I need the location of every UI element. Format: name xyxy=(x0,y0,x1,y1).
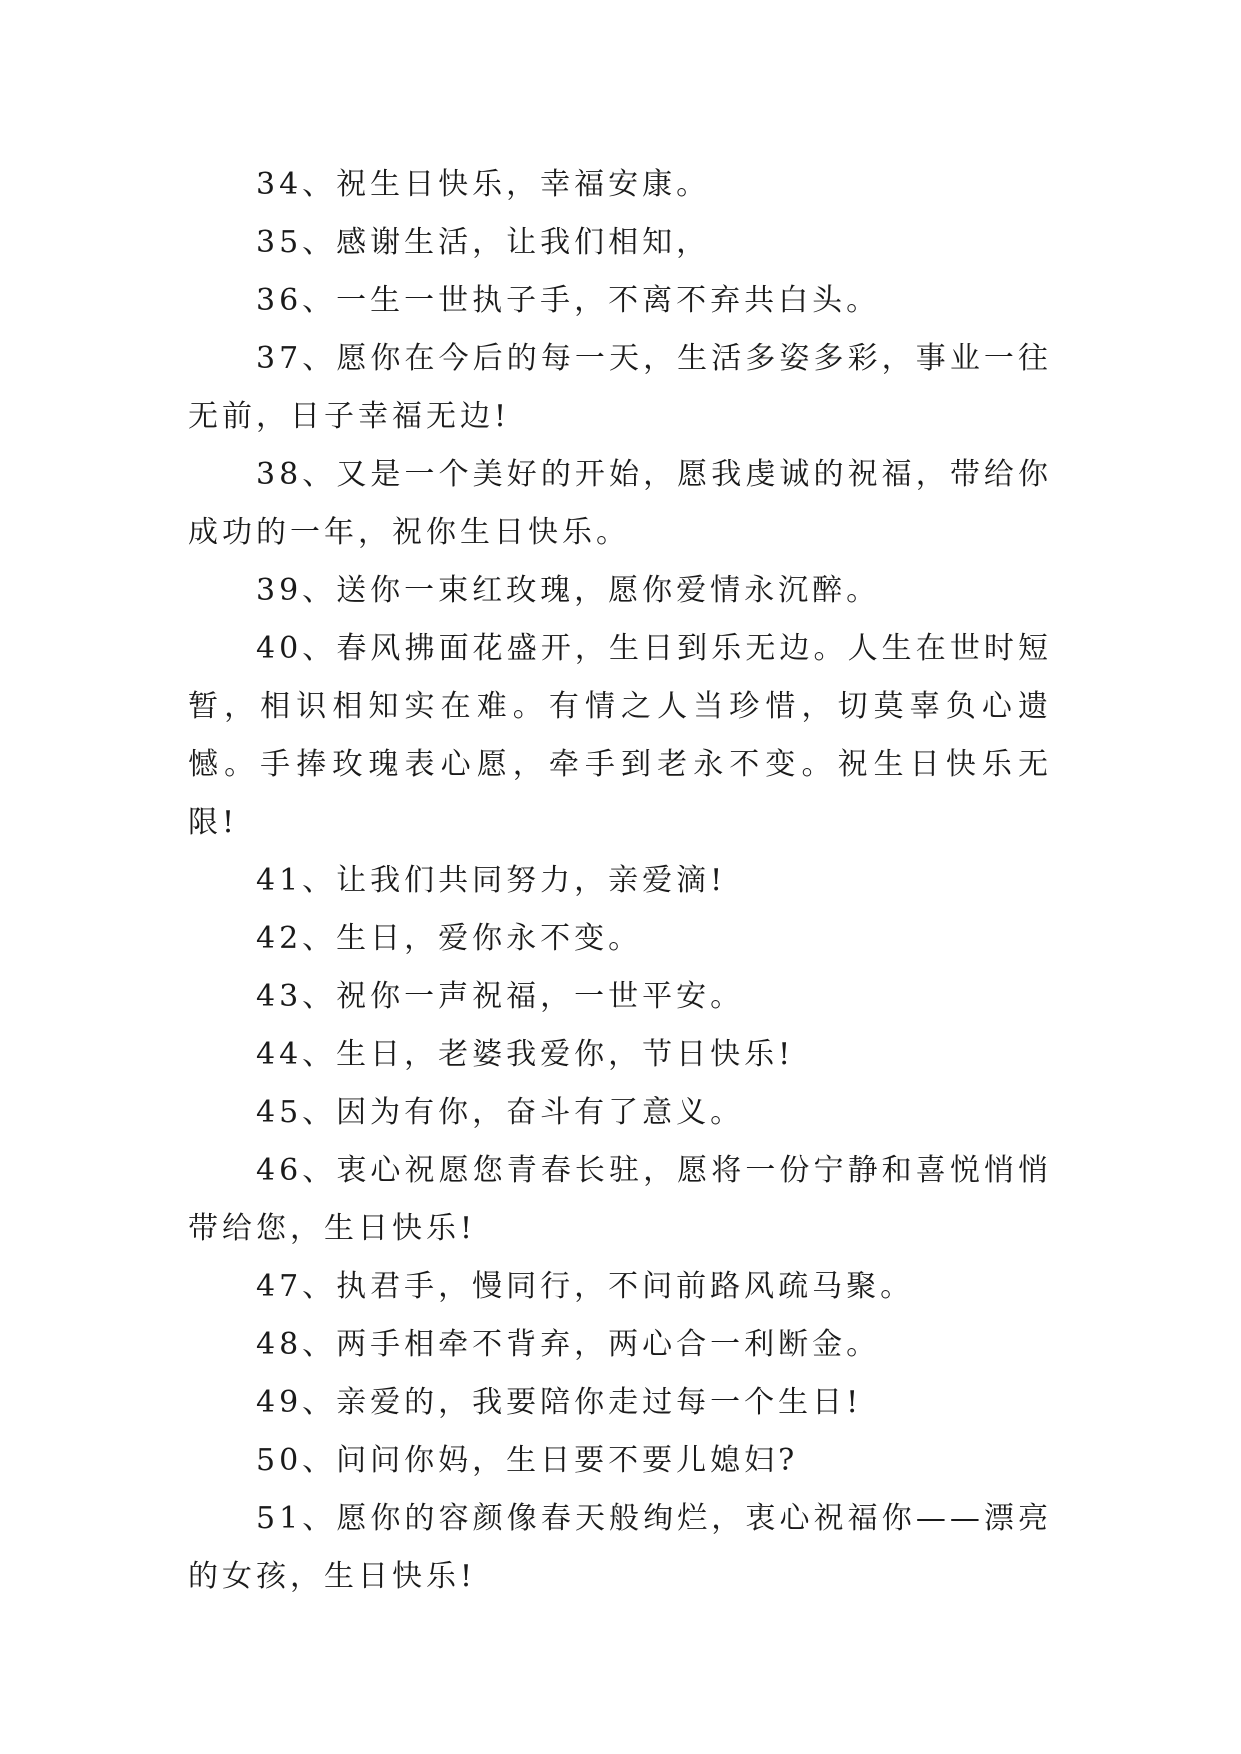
wish-item-49: 49、亲爱的，我要陪你走过每一个生日! xyxy=(256,1385,863,1420)
wish-item-46: 46、衷心祝愿您青春长驻，愿将一份宁静和喜悦悄悄带给您，生日快乐! xyxy=(188,1153,1052,1246)
document-body xyxy=(188,156,1052,1606)
wish-item-44: 44、生日，老婆我爱你，节日快乐! xyxy=(256,1037,795,1072)
wish-item-35: 35、感谢生活，让我们相知， xyxy=(256,225,711,260)
wish-item-37: 37、愿你在今后的每一天，生活多姿多彩，事业一往无前，日子幸福无边! xyxy=(188,341,1052,434)
wish-item-41: 41、让我们共同努力，亲爱滴! xyxy=(256,863,727,898)
wish-item-39: 39、送你一束红玫瑰，愿你爱情永沉醉。 xyxy=(256,573,881,608)
wish-item-48: 48、两手相牵不背弃，两心合一利断金。 xyxy=(256,1327,881,1362)
wish-item-45: 45、因为有你，奋斗有了意义。 xyxy=(256,1095,745,1130)
wish-item-36: 36、一生一世执子手，不离不弃共白头。 xyxy=(256,283,881,318)
wish-item-47: 47、执君手，慢同行，不问前路风疏马聚。 xyxy=(256,1269,915,1304)
wish-item-51: 51、愿你的容颜像春天般绚烂，衷心祝福你——漂亮的女孩，生日快乐! xyxy=(188,1501,1052,1594)
wish-item-42: 42、生日，爱你永不变。 xyxy=(256,921,643,956)
wish-item-43: 43、祝你一声祝福，一世平安。 xyxy=(256,979,745,1014)
wish-item-38: 38、又是一个美好的开始，愿我虔诚的祝福，带给你成功的一年，祝你生日快乐。 xyxy=(188,457,1052,550)
wish-item-50: 50、问问你妈，生日要不要儿媳妇? xyxy=(256,1443,799,1478)
wish-item-34: 34、祝生日快乐，幸福安康。 xyxy=(256,167,711,202)
wish-item-40: 40、春风拂面花盛开，生日到乐无边。人生在世时短暂，相识相知实在难。有情之人当珍惜，切莫辜负心遗憾。手捧玫瑰表心愿，牵手到老永不变。祝生日快乐无限! xyxy=(188,631,1052,840)
